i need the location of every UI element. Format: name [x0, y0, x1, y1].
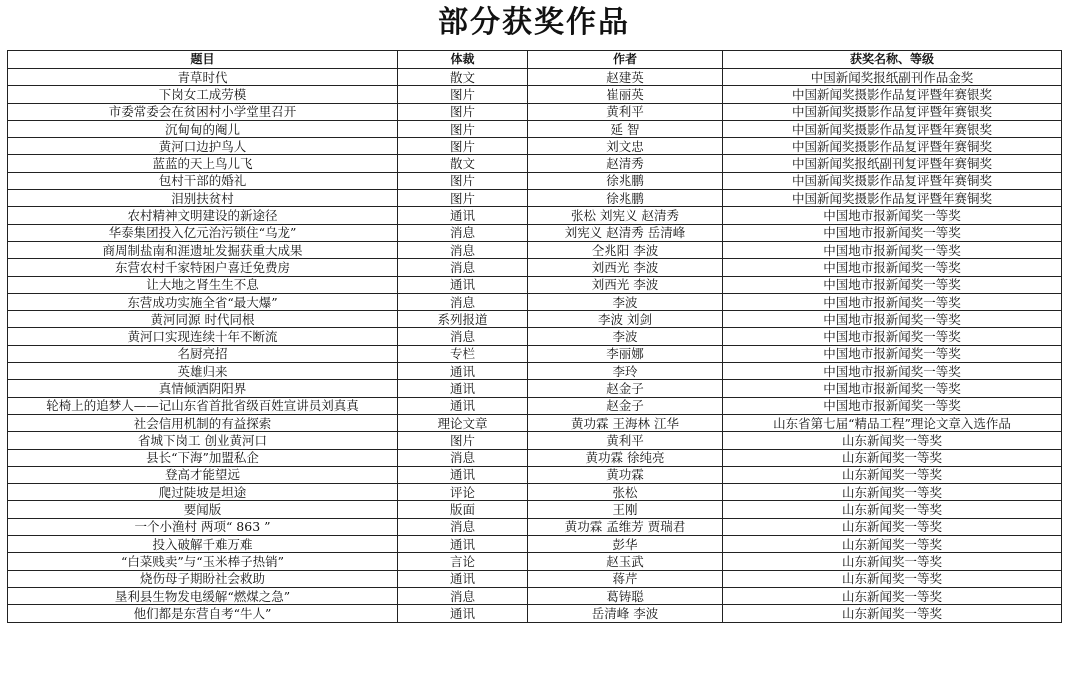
cell-award: 中国新闻奖摄影作品复评暨年赛银奖	[723, 103, 1062, 120]
table-row	[8, 449, 1062, 466]
cell-author: 彭华	[528, 536, 723, 553]
cell-title: 黄河口实现连续十年不断流	[8, 328, 398, 345]
cell-author: 刘西光 李波	[528, 276, 723, 293]
cell-award: 中国地市报新闻奖一等奖	[723, 207, 1062, 224]
cell-title: 英雄归来	[8, 363, 398, 380]
cell-genre: 理论文章	[398, 414, 528, 431]
table-row	[8, 207, 1062, 224]
cell-award: 中国地市报新闻奖一等奖	[723, 259, 1062, 276]
cell-title: 要闻版	[8, 501, 398, 518]
cell-title: 名厨亮招	[8, 345, 398, 362]
cell-genre: 消息	[398, 328, 528, 345]
cell-genre: 消息	[398, 293, 528, 310]
table-row	[8, 518, 1062, 535]
cell-genre: 消息	[398, 518, 528, 535]
cell-award: 中国地市报新闻奖一等奖	[723, 380, 1062, 397]
cell-award: 中国地市报新闻奖一等奖	[723, 224, 1062, 241]
cell-author: 赵玉武	[528, 553, 723, 570]
cell-author: 黄功霖	[528, 466, 723, 483]
cell-author: 李波	[528, 293, 723, 310]
table-row	[8, 605, 1062, 622]
cell-genre: 通讯	[398, 207, 528, 224]
cell-author: 李玲	[528, 363, 723, 380]
cell-genre: 散文	[398, 155, 528, 172]
table-row	[8, 103, 1062, 120]
table-row	[8, 172, 1062, 189]
cell-genre: 图片	[398, 190, 528, 207]
cell-award: 中国新闻奖摄影作品复评暨年赛银奖	[723, 120, 1062, 137]
cell-title: 市委常委会在贫困村小学堂里召开	[8, 103, 398, 120]
cell-title: 青草时代	[8, 69, 398, 86]
cell-award: 中国地市报新闻奖一等奖	[723, 311, 1062, 328]
cell-author: 黄功霖 王海林 江华	[528, 414, 723, 431]
cell-award: 山东新闻奖一等奖	[723, 449, 1062, 466]
cell-genre: 通讯	[398, 605, 528, 622]
table-row	[8, 224, 1062, 241]
table-row	[8, 69, 1062, 86]
header-award: 获奖名称、等级	[723, 51, 1062, 69]
cell-genre: 图片	[398, 103, 528, 120]
cell-award: 山东新闻奖一等奖	[723, 466, 1062, 483]
table-row	[8, 345, 1062, 362]
cell-author: 黄利平	[528, 103, 723, 120]
cell-title: “白菜贱卖”与“玉米棒子热销”	[8, 553, 398, 570]
cell-award: 中国新闻奖摄影作品复评暨年赛铜奖	[723, 138, 1062, 155]
cell-title: 包村干部的婚礼	[8, 172, 398, 189]
cell-title: 泪别扶贫村	[8, 190, 398, 207]
cell-title: 投入破解千难万难	[8, 536, 398, 553]
cell-award: 山东新闻奖一等奖	[723, 605, 1062, 622]
cell-title: 黄河口边护鸟人	[8, 138, 398, 155]
cell-title: 社会信用机制的有益探索	[8, 414, 398, 431]
cell-award: 山东新闻奖一等奖	[723, 432, 1062, 449]
cell-award: 中国地市报新闻奖一等奖	[723, 345, 1062, 362]
cell-title: 东营农村千家特困户喜迁免费房	[8, 259, 398, 276]
cell-genre: 通讯	[398, 466, 528, 483]
cell-award: 中国地市报新闻奖一等奖	[723, 276, 1062, 293]
cell-title: 商周制盐南和涯遗址发掘获重大成果	[8, 241, 398, 258]
table-row	[8, 570, 1062, 587]
cell-title: 一个小渔村 两项“ 863 ”	[8, 518, 398, 535]
cell-award: 山东新闻奖一等奖	[723, 484, 1062, 501]
cell-genre: 系列报道	[398, 311, 528, 328]
cell-award: 中国新闻奖报纸副刊复评暨年赛铜奖	[723, 155, 1062, 172]
cell-author: 岳清峰 李波	[528, 605, 723, 622]
table-header-row	[8, 51, 1062, 69]
cell-author: 刘文忠	[528, 138, 723, 155]
cell-genre: 消息	[398, 449, 528, 466]
table-row	[8, 414, 1062, 431]
cell-title: 爬过陡坡是坦途	[8, 484, 398, 501]
table-row	[8, 259, 1062, 276]
table-row	[8, 380, 1062, 397]
table-row	[8, 587, 1062, 604]
cell-title: 烧伤母子期盼社会救助	[8, 570, 398, 587]
cell-author: 李丽娜	[528, 345, 723, 362]
cell-award: 中国地市报新闻奖一等奖	[723, 397, 1062, 414]
cell-genre: 图片	[398, 172, 528, 189]
table-row	[8, 328, 1062, 345]
cell-genre: 消息	[398, 587, 528, 604]
cell-author: 崔丽英	[528, 86, 723, 103]
cell-author: 赵金子	[528, 397, 723, 414]
cell-genre: 专栏	[398, 345, 528, 362]
cell-genre: 通讯	[398, 380, 528, 397]
cell-author: 李波	[528, 328, 723, 345]
table-row	[8, 501, 1062, 518]
cell-author: 刘西光 李波	[528, 259, 723, 276]
cell-genre: 图片	[398, 120, 528, 137]
table-row	[8, 190, 1062, 207]
cell-author: 蒋芹	[528, 570, 723, 587]
cell-genre: 散文	[398, 69, 528, 86]
header-author: 作者	[528, 51, 723, 69]
cell-title: 轮椅上的追梦人——记山东省首批省级百姓宣讲员刘真真	[8, 397, 398, 414]
cell-genre: 图片	[398, 432, 528, 449]
cell-award: 中国地市报新闻奖一等奖	[723, 328, 1062, 345]
cell-award: 山东新闻奖一等奖	[723, 587, 1062, 604]
cell-award: 中国地市报新闻奖一等奖	[723, 293, 1062, 310]
header-title: 题目	[8, 51, 398, 69]
cell-author: 葛铸聪	[528, 587, 723, 604]
table-row	[8, 276, 1062, 293]
table-row	[8, 120, 1062, 137]
cell-title: 农村精神文明建设的新途径	[8, 207, 398, 224]
table-body	[8, 69, 1062, 623]
cell-genre: 通讯	[398, 570, 528, 587]
page-title: 部分获奖作品	[438, 5, 630, 40]
cell-author: 延 智	[528, 120, 723, 137]
table-row	[8, 241, 1062, 258]
cell-author: 赵金子	[528, 380, 723, 397]
table-row	[8, 432, 1062, 449]
cell-title: 沉甸甸的阉儿	[8, 120, 398, 137]
cell-title: 黄河同源 时代同根	[8, 311, 398, 328]
cell-author: 张松 刘宪义 赵清秀	[528, 207, 723, 224]
cell-author: 张松	[528, 484, 723, 501]
cell-author: 徐兆鹏	[528, 172, 723, 189]
cell-author: 李波 刘剑	[528, 311, 723, 328]
cell-author: 黄功霖 徐纯亮	[528, 449, 723, 466]
cell-genre: 通讯	[398, 276, 528, 293]
cell-award: 山东新闻奖一等奖	[723, 501, 1062, 518]
cell-author: 徐兆鹏	[528, 190, 723, 207]
cell-author: 仝兆阳 李波	[528, 241, 723, 258]
table-row	[8, 363, 1062, 380]
cell-award: 山东省第七届“精品工程”理论文章入选作品	[723, 414, 1062, 431]
cell-title: 登高才能望远	[8, 466, 398, 483]
cell-title: 省城下岗工 创业黄河口	[8, 432, 398, 449]
table-row	[8, 293, 1062, 310]
cell-genre: 评论	[398, 484, 528, 501]
cell-title: 下岗女工成劳模	[8, 86, 398, 103]
cell-genre: 版面	[398, 501, 528, 518]
table-row	[8, 397, 1062, 414]
table-row	[8, 138, 1062, 155]
cell-award: 山东新闻奖一等奖	[723, 536, 1062, 553]
cell-genre: 通讯	[398, 397, 528, 414]
cell-genre: 通讯	[398, 363, 528, 380]
table-row	[8, 155, 1062, 172]
cell-author: 王刚	[528, 501, 723, 518]
cell-genre: 通讯	[398, 536, 528, 553]
table-row	[8, 311, 1062, 328]
cell-title: 东营成功实施全省“最大爆”	[8, 293, 398, 310]
cell-title: 真情倾洒阴阳界	[8, 380, 398, 397]
cell-award: 山东新闻奖一等奖	[723, 518, 1062, 535]
cell-title: 蓝蓝的天上鸟儿飞	[8, 155, 398, 172]
cell-award: 山东新闻奖一等奖	[723, 553, 1062, 570]
cell-genre: 消息	[398, 241, 528, 258]
cell-author: 黄利平	[528, 432, 723, 449]
cell-title: 让大地之肾生生不息	[8, 276, 398, 293]
cell-author: 赵建英	[528, 69, 723, 86]
cell-award: 中国新闻奖摄影作品复评暨年赛铜奖	[723, 172, 1062, 189]
cell-award: 中国地市报新闻奖一等奖	[723, 241, 1062, 258]
cell-title: 垦利县生物发电缓解“燃煤之急”	[8, 587, 398, 604]
cell-author: 赵清秀	[528, 155, 723, 172]
cell-award: 山东新闻奖一等奖	[723, 570, 1062, 587]
cell-award: 中国新闻奖报纸副刊作品金奖	[723, 69, 1062, 86]
cell-genre: 消息	[398, 259, 528, 276]
header-genre: 体裁	[398, 51, 528, 69]
cell-award: 中国地市报新闻奖一等奖	[723, 363, 1062, 380]
table-row	[8, 553, 1062, 570]
table-row	[8, 86, 1062, 103]
cell-author: 刘宪义 赵清秀 岳清峰	[528, 224, 723, 241]
table-row	[8, 484, 1062, 501]
cell-genre: 言论	[398, 553, 528, 570]
cell-award: 中国新闻奖摄影作品复评暨年赛银奖	[723, 86, 1062, 103]
awards-table	[7, 50, 1062, 623]
table-row	[8, 536, 1062, 553]
cell-title: 他们都是东营自考“牛人”	[8, 605, 398, 622]
cell-title: 华泰集团投入亿元治污锁住“乌龙”	[8, 224, 398, 241]
cell-title: 县长“下海”加盟私企	[8, 449, 398, 466]
cell-award: 中国新闻奖摄影作品复评暨年赛铜奖	[723, 190, 1062, 207]
cell-genre: 消息	[398, 224, 528, 241]
cell-author: 黄功霖 孟维芳 贾瑞君	[528, 518, 723, 535]
table-row	[8, 466, 1062, 483]
cell-genre: 图片	[398, 138, 528, 155]
cell-genre: 图片	[398, 86, 528, 103]
